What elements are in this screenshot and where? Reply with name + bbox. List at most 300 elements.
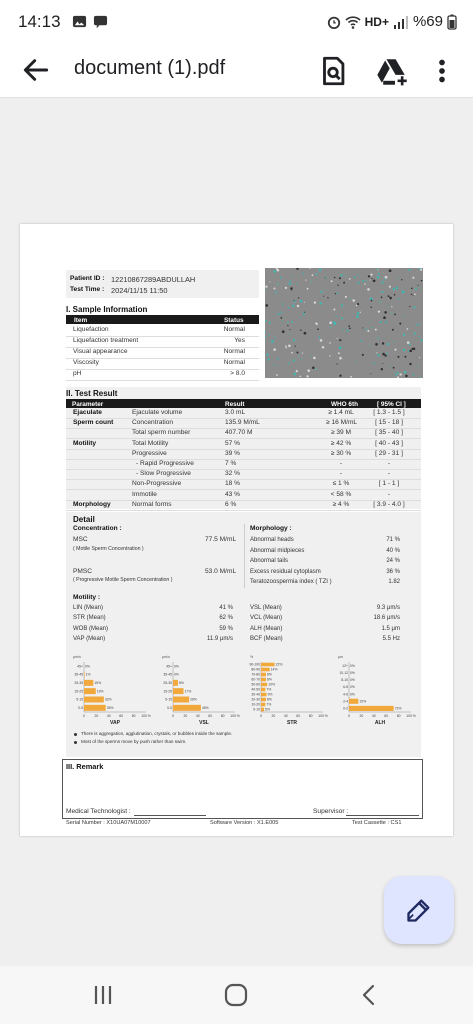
motility-label: VCL (Mean) <box>250 615 283 622</box>
cell-dot <box>394 314 396 316</box>
note-bullet <box>74 741 77 744</box>
cell-dot <box>335 293 336 294</box>
category-label: 0-10 <box>253 707 260 712</box>
cell-dot <box>269 322 271 324</box>
test-result: 135.9 M/mL <box>225 419 260 427</box>
x-tick-label: 100 % <box>230 714 240 718</box>
cell-dot <box>329 355 330 356</box>
histogram-bar <box>261 693 267 697</box>
cell-dot <box>414 294 416 296</box>
histogram-str <box>249 654 331 732</box>
bar-value-label: 1% <box>85 672 91 677</box>
cell-dot <box>280 317 282 319</box>
histogram-bar <box>261 688 265 692</box>
category-label: 30-40 <box>251 692 260 697</box>
morphology-value: 24 % <box>386 558 400 565</box>
note-bullet <box>74 733 77 736</box>
row-separator <box>66 489 421 490</box>
cell-dot <box>265 331 266 333</box>
cell-dot <box>309 268 311 269</box>
cell-dot <box>409 363 411 365</box>
annotate-button[interactable] <box>384 876 454 944</box>
histogram-svg <box>72 654 154 732</box>
battery-percent: %69 <box>412 13 443 30</box>
cell-dot <box>376 352 377 353</box>
cell-dot <box>273 348 276 351</box>
morphology-value: 36 % <box>386 568 400 575</box>
cell-dot <box>341 304 343 306</box>
cell-dot <box>399 373 401 375</box>
drive-add-icon[interactable] <box>376 54 410 88</box>
category-label: 15-25 <box>163 689 172 694</box>
histogram-bar <box>261 678 266 682</box>
software-version: Software Version : X1.E005 <box>210 820 279 826</box>
test-group-label: Ejaculate <box>73 409 102 416</box>
cell-dot <box>273 270 276 273</box>
row-separator <box>66 459 421 460</box>
cell-dot <box>289 280 291 282</box>
histogram-bar <box>173 688 184 694</box>
histogram-svg <box>249 654 331 732</box>
cell-dot <box>411 287 413 289</box>
cell-dot <box>377 276 380 279</box>
x-tick-label: 60 <box>119 714 124 718</box>
sample-item-status: Yes <box>234 337 245 344</box>
histogram-title: VAP <box>110 720 120 726</box>
category-label: 12+ <box>342 663 348 668</box>
cell-dot <box>316 273 318 275</box>
test-who-ref: ≥ 39 M <box>330 429 352 437</box>
cell-dot <box>312 367 315 370</box>
cell-dot <box>399 323 401 325</box>
cell-dot <box>350 376 352 378</box>
histogram-title: VSL <box>199 720 209 726</box>
cell-dot <box>367 330 369 332</box>
cell-dot <box>364 283 365 284</box>
test-result: 3.0 mL <box>225 409 246 416</box>
cell-dot <box>415 288 417 290</box>
motility-value: 11.9 μm/s <box>206 636 233 643</box>
cell-dot <box>289 329 290 330</box>
cell-dot <box>298 355 299 356</box>
motility-value: 9.3 μm/s <box>376 605 400 611</box>
histogram-unit: μm/s <box>73 655 81 659</box>
cell-dot <box>387 295 389 297</box>
cell-dot <box>377 354 379 356</box>
cell-dot <box>325 277 326 278</box>
cell-dot <box>327 297 328 298</box>
cell-dot <box>296 284 297 285</box>
cell-dot <box>291 284 293 286</box>
cell-dot <box>295 346 296 347</box>
serial-number: Serial Number : X10UA07M10007 <box>66 820 151 826</box>
cell-dot <box>277 358 279 360</box>
x-tick-label: 60 <box>296 714 301 718</box>
cell-dot <box>269 281 270 282</box>
cell-dot <box>412 277 414 279</box>
cell-dot <box>306 375 308 377</box>
row-separator <box>66 479 421 480</box>
cell-dot <box>345 296 347 298</box>
cell-dot <box>360 340 362 342</box>
sample-item-status: Normal <box>223 326 245 333</box>
category-label: 45+ <box>166 664 172 669</box>
test-ci: [ 35 - 40 ] <box>375 429 403 437</box>
cell-dot <box>389 297 392 300</box>
cell-dot <box>314 301 316 303</box>
cell-dot <box>307 288 309 290</box>
bar-value-label: 7% <box>266 702 272 707</box>
histogram-svg <box>161 654 243 732</box>
test-ci: [ 29 - 31 ] <box>375 449 403 457</box>
cell-dot <box>329 321 332 324</box>
sample-item-status: Normal <box>223 348 245 355</box>
test-parameter: Total sperm number <box>132 429 191 437</box>
category-label: 5-15 <box>76 697 83 702</box>
cell-dot <box>362 354 364 356</box>
histogram-bar <box>261 708 264 712</box>
bar-value-label: 0% <box>350 692 355 697</box>
detail-title: Detail <box>73 515 95 524</box>
cell-dot <box>288 307 289 308</box>
bar-value-label: 15% <box>359 699 367 704</box>
test-group-label: Morphology <box>73 500 111 508</box>
test-parameter: Immotile <box>132 490 157 498</box>
cell-dot <box>300 317 301 318</box>
cell-dot <box>393 367 395 369</box>
category-label: 80-90 <box>251 667 260 672</box>
cell-dot <box>285 287 287 289</box>
test-cassette: Test Cassette : CS1 <box>352 820 402 826</box>
cell-dot <box>293 339 295 341</box>
x-tick-label: 0 <box>83 714 85 718</box>
histogram-svg <box>337 654 419 732</box>
motility-title: Motility : <box>73 594 101 601</box>
concentration-title: Concentration : <box>73 525 122 532</box>
cell-dot <box>339 375 341 377</box>
x-tick-label: 0 <box>260 714 262 718</box>
battery-icon <box>447 14 457 30</box>
test-ci: - <box>387 490 391 498</box>
category-label: 2-4 <box>343 699 348 704</box>
morphology-title: Morphology : <box>250 525 292 532</box>
cell-dot <box>277 313 279 315</box>
cell-dot <box>401 279 402 280</box>
test-time-value: 2024/11/15 11:50 <box>111 286 168 295</box>
cell-dot <box>398 356 400 358</box>
category-label: 20-30 <box>251 697 260 702</box>
sample-header-status: Status <box>224 316 244 324</box>
cell-dot <box>356 315 359 318</box>
category-label: 8-10 <box>341 678 348 683</box>
histogram-bar <box>173 705 201 711</box>
x-tick-label: 60 <box>208 714 213 718</box>
cell-dot <box>420 269 422 271</box>
motility-label: VAP (Mean) <box>73 636 106 643</box>
cell-dot <box>274 288 276 290</box>
msc-label: MSC <box>73 536 88 543</box>
cell-dot <box>335 316 336 317</box>
cell-dot <box>292 305 295 308</box>
bar-value-label: 8% <box>178 681 184 686</box>
cell-dot <box>380 321 382 323</box>
category-label: 25-35 <box>74 681 83 686</box>
patient-id-value: 12210867289ABDULLAH <box>111 275 196 284</box>
cell-dot <box>408 350 409 351</box>
cell-dot <box>357 312 359 314</box>
test-parameter: Total Motility <box>132 439 169 447</box>
bar-value-label: 0% <box>350 678 355 683</box>
cell-dot <box>339 277 341 279</box>
sample-item-label: Liquefaction treatment <box>73 337 139 344</box>
cell-dot <box>417 366 418 367</box>
histogram-unit: % <box>250 655 254 659</box>
cell-dot <box>311 354 312 355</box>
pmsc-label: PMSC <box>73 568 93 575</box>
x-tick-label: 100 % <box>141 714 151 718</box>
morphology-value: 1.82 <box>388 579 400 586</box>
test-result: 7 % <box>225 460 237 467</box>
sample-item-label: Viscosity <box>73 359 99 366</box>
test-parameter: Ejaculate volume <box>132 409 183 416</box>
home-icon[interactable] <box>221 982 251 1008</box>
category-label: 10-12 <box>339 670 348 675</box>
cell-dot <box>311 281 312 282</box>
cell-dot <box>289 282 291 284</box>
cell-dot <box>317 324 318 325</box>
motility-label: STR (Mean) <box>73 615 106 622</box>
test-result: 6 % <box>225 500 237 508</box>
gallery-icon <box>72 14 87 29</box>
microscope-image <box>265 268 423 378</box>
cell-dot <box>304 332 307 335</box>
row-separator <box>66 380 259 381</box>
histogram-bar <box>349 706 394 711</box>
cell-dot <box>317 328 319 330</box>
cell-dot <box>407 328 409 330</box>
category-label: 45+ <box>77 664 83 669</box>
cell-dot <box>357 275 358 276</box>
cell-dot <box>362 280 364 282</box>
cell-dot <box>386 353 388 355</box>
x-tick-label: 80 <box>396 714 401 718</box>
histogram-bar <box>84 672 85 678</box>
pmsc-note: ( Progressive Motile Sperm Concentration ) <box>73 577 173 583</box>
cell-dot <box>418 287 419 288</box>
histogram-bar <box>173 680 178 686</box>
cell-dot <box>323 296 324 297</box>
cell-dot <box>395 373 397 375</box>
cell-dot <box>373 279 376 282</box>
cell-dot <box>394 294 396 296</box>
test-header-parameter: Parameter <box>72 400 104 408</box>
x-tick-label: 100 % <box>406 714 416 718</box>
message-icon <box>93 14 108 29</box>
cell-dot <box>411 294 412 295</box>
status-time: 14:13 <box>18 12 61 31</box>
cell-dot <box>384 311 387 314</box>
cell-dot <box>381 368 383 370</box>
cell-dot <box>378 273 380 275</box>
cell-dot <box>266 304 269 307</box>
morphology-value: 71 % <box>386 537 400 543</box>
cell-dot <box>331 280 333 282</box>
more-vert-icon[interactable] <box>430 54 454 88</box>
motility-label: WOB (Mean) <box>73 625 109 632</box>
test-who-ref: ≥ 16 M/mL <box>326 419 358 427</box>
cell-dot <box>334 277 335 278</box>
cell-dot <box>411 348 413 350</box>
cell-dot <box>319 337 321 339</box>
cell-dot <box>414 332 416 334</box>
histogram-vap <box>72 654 154 732</box>
cell-dot <box>383 316 386 319</box>
msc-value: 77.5 M/mL <box>205 536 237 543</box>
category-label: 5-15 <box>165 697 172 702</box>
histogram-bar <box>261 703 265 707</box>
cell-dot <box>282 320 283 321</box>
cell-dot <box>349 327 351 329</box>
cell-dot <box>378 310 380 312</box>
cell-dot <box>303 313 305 315</box>
network-type: HD+ <box>364 14 389 29</box>
histogram-alh <box>337 654 419 732</box>
bar-value-label: 0% <box>174 664 179 669</box>
cell-dot <box>354 276 356 278</box>
histogram-vsl <box>161 654 243 732</box>
cell-dot <box>315 368 317 370</box>
recent-apps-icon[interactable] <box>88 982 118 1008</box>
test-result: 39 % <box>225 449 241 457</box>
msc-note: ( Motile Sperm Concentration ) <box>73 546 144 552</box>
cell-dot <box>418 285 419 286</box>
cell-dot <box>277 283 279 285</box>
cell-dot <box>288 345 291 348</box>
note-movement: Most of the sperms move by push rather than swim. <box>81 739 187 744</box>
cell-dot <box>293 300 294 301</box>
bar-value-label: 32% <box>104 697 112 702</box>
x-tick-label: 40 <box>106 714 111 718</box>
cell-dot <box>282 330 285 333</box>
test-table-header <box>66 399 421 408</box>
bar-value-label: 0% <box>174 672 179 677</box>
cell-dot <box>371 327 372 328</box>
x-tick-label: 100 % <box>318 714 328 718</box>
cell-dot <box>393 288 395 290</box>
row-separator <box>66 438 421 439</box>
cell-dot <box>375 329 377 331</box>
cell-dot <box>389 269 392 272</box>
supervisor-signature-line <box>346 815 419 816</box>
cell-dot <box>297 305 299 307</box>
cell-dot <box>275 291 277 293</box>
test-parameter: Normal forms <box>132 500 172 508</box>
pmsc-value: 53.0 M/mL <box>205 568 237 575</box>
motility-label: LIN (Mean) <box>73 605 104 611</box>
bar-value-label: 22% <box>275 662 283 667</box>
test-parameter: Non-Progressive <box>132 480 182 488</box>
arrow-left-icon[interactable] <box>20 54 52 86</box>
cell-dot <box>408 269 410 271</box>
cell-dot <box>337 284 338 285</box>
x-tick-label: 20 <box>183 714 188 718</box>
bar-value-label: 17% <box>184 689 192 694</box>
cell-dot <box>277 364 278 365</box>
cell-dot <box>337 338 338 339</box>
cell-dot <box>273 364 274 365</box>
cell-dot <box>271 340 274 343</box>
cell-dot <box>280 277 282 279</box>
test-who-ref: ≥ 4 % <box>332 500 350 508</box>
cell-dot <box>348 325 350 327</box>
cell-dot <box>287 325 288 326</box>
test-parameter: - Rapid Progressive <box>136 460 194 467</box>
cell-dot <box>291 352 293 354</box>
cell-dot <box>413 306 415 308</box>
cell-dot <box>409 350 412 353</box>
cell-dot <box>381 281 383 283</box>
cell-dot <box>268 358 270 360</box>
bar-value-label: 0% <box>350 663 355 668</box>
cell-dot <box>382 353 385 356</box>
technologist-label: Medical Technologist : <box>66 808 131 815</box>
cell-dot <box>407 341 410 344</box>
cell-dot <box>371 278 372 279</box>
cell-dot <box>274 337 276 339</box>
bar-value-label: 35% <box>106 706 114 711</box>
sample-table-header <box>66 315 259 324</box>
test-result-title: II. Test Result <box>66 389 118 398</box>
back-nav-icon[interactable] <box>354 982 384 1008</box>
morphology-label: Abnormal midpieces <box>250 547 305 554</box>
cell-dot <box>302 353 303 354</box>
x-tick-label: 0 <box>348 714 350 718</box>
cell-dot <box>338 352 340 354</box>
test-ci: [ 3.9 - 4.0 ] <box>373 500 405 508</box>
category-label: 0-5 <box>167 706 172 711</box>
sperm-dots <box>265 268 423 378</box>
test-parameter: Concentration <box>132 419 174 427</box>
test-who-ref: ≥ 30 % <box>330 449 352 457</box>
cell-dot <box>337 292 339 294</box>
remark-title: III. Remark <box>66 762 104 771</box>
cell-dot <box>346 330 348 332</box>
cell-dot <box>421 280 423 282</box>
cell-dot <box>392 329 394 331</box>
edit-pen-icon <box>405 896 433 924</box>
cell-dot <box>409 343 411 345</box>
cell-dot <box>379 301 381 303</box>
search-document-icon[interactable] <box>316 54 350 88</box>
cell-dot <box>296 370 298 372</box>
cell-dot <box>369 322 370 323</box>
test-header-result: Result <box>225 400 245 408</box>
cell-dot <box>412 295 413 296</box>
sample-item-status: > 8.0 <box>230 370 245 377</box>
test-who-ref: ≤ 1 % <box>332 480 350 488</box>
category-label: 0-5 <box>78 706 83 711</box>
cell-dot <box>396 287 398 289</box>
cell-dot <box>319 302 322 305</box>
cell-dot <box>370 307 371 308</box>
cell-dot <box>385 321 387 323</box>
sample-info-title: I. Sample Information <box>66 305 148 314</box>
cell-dot <box>391 313 392 314</box>
histogram-title: STR <box>287 720 297 726</box>
cell-dot <box>419 376 420 377</box>
cell-dot <box>375 343 378 346</box>
motility-label: ALH (Mean) <box>250 625 283 632</box>
